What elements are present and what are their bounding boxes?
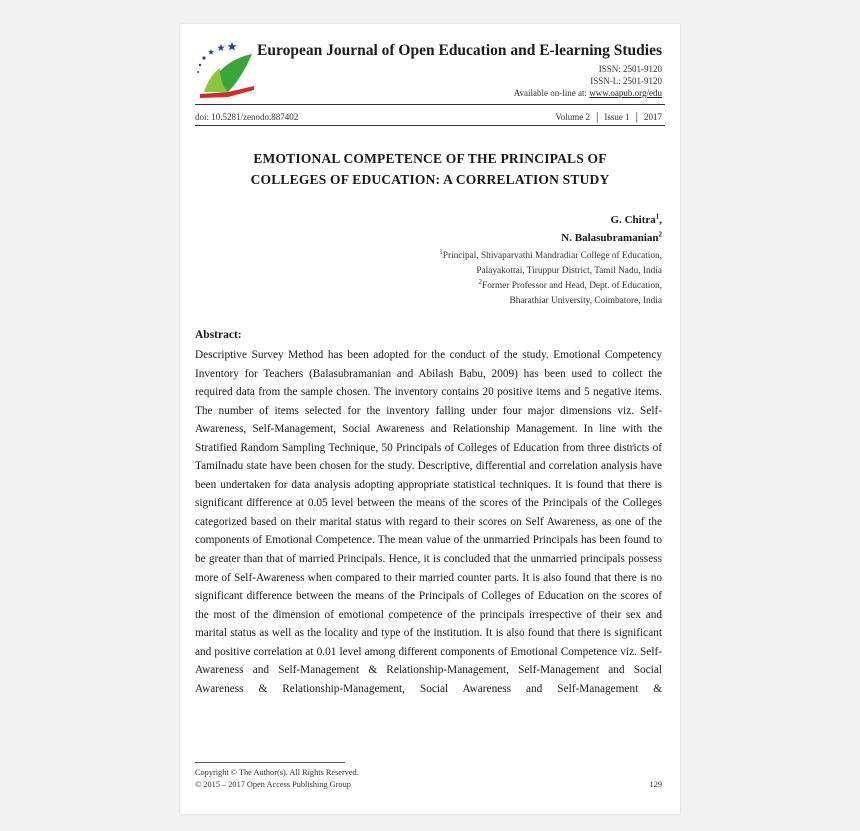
year: 2017 bbox=[644, 112, 662, 122]
affiliation-line: Bharathiar University, Coimbatore, India bbox=[509, 296, 662, 306]
paper-title bbox=[195, 148, 665, 190]
paper-title-line: COLLEGES OF EDUCATION: A CORRELATION STUDY bbox=[250, 172, 610, 187]
issn: ISSN: 2501-9120 bbox=[598, 64, 662, 74]
journal-title: European Journal of Open Education and E-learning Studies bbox=[257, 42, 662, 59]
separator: │ bbox=[633, 112, 640, 122]
affiliation-line: Palayakottai, Tiruppur District, Tamil Nadu, India bbox=[476, 266, 662, 276]
journal-url-link[interactable]: www.oapub.org/edu bbox=[589, 88, 662, 98]
separator: │ bbox=[593, 112, 601, 122]
affiliation-line: $^1$Principal, Shivaparvathi Mandradiar College of Education, bbox=[439, 247, 662, 261]
header-divider bbox=[195, 104, 665, 105]
publisher-line: © 2015 – 2017 Open Access Publishing Group bbox=[195, 780, 351, 789]
footer-divider bbox=[195, 762, 345, 763]
volume: Volume 2 bbox=[555, 112, 590, 122]
page-number: 129 bbox=[649, 780, 662, 789]
doi[interactable]: doi: 10.5281/zenodo.887402 bbox=[195, 112, 299, 122]
issue: Issue 1 bbox=[604, 112, 630, 122]
author-name: G. Chitra$^1$, bbox=[610, 212, 662, 226]
affiliation-line: $^2$Former Professor and Head, Dept. of Education, bbox=[478, 277, 662, 291]
author-name: N. Balasubramanian$^2$ bbox=[561, 230, 662, 244]
paper-page bbox=[180, 24, 680, 814]
volume-issue-info bbox=[555, 112, 662, 122]
journal-logo bbox=[194, 40, 260, 100]
paper-title-line: EMOTIONAL COMPETENCE OF THE PRINCIPALS OF bbox=[253, 151, 607, 166]
issn-l: ISSN-L: 2501-9120 bbox=[590, 76, 662, 86]
availability-line bbox=[514, 88, 662, 98]
doi-divider bbox=[195, 125, 665, 126]
abstract-text: Descriptive Survey Method has been adopted for the conduct of the study. Emotional Competency Inventory for Teachers (Balasubramanian and Abilash Babu, 2009) has been used to collect the required data from the sample chosen. The inventory contains 20 positive items and 5 negative items. The number of items selected for the inventory falling under four major dimensions viz. Self-Awareness, Self-Management, Social Awareness and Relationship Management. In line with the Stratified Random Sampling Technique, 50 Principals of Colleges of Education from three districts of Tamilnadu state have been chosen for the study. Descriptive, differential and correlation analysis have been undertaken for data analysis adopting appropriate statistical techniques. It is found that there is significant difference at 0.05 level between the means of the scores of the Principals of the Colleges categorized based on their marital status with regard to their scores on Self Awareness, as one of the components of Emotional Competence. The mean value of the unmarried Principals has been found to be greater than that of married Principals. Hence, it is concluded that the unmarried principals possess more of Self-Awareness when compared to their married counter parts. It is also found that there is no significant difference between the means of the Principals of Colleges of Education on the scores of the most of the dimension of emotional competence of the principals irrespective of their sex and marital status as well as the locality and type of the institution. It is also found that there is significant and positive correlation at 0.01 level among different components of Emotional Competence viz. Self-Awareness and Self-Management & Relationship-Management, Self-Management and Social Awareness & Relationship-Management, Social Awareness and Self-Management & bbox=[195, 349, 662, 695]
abstract-heading: Abstract: bbox=[195, 329, 242, 341]
availability-label: Available on-line at: bbox=[513, 88, 590, 98]
copyright-line: Copyright © The Author(s). All Rights Reserved. bbox=[195, 768, 359, 777]
